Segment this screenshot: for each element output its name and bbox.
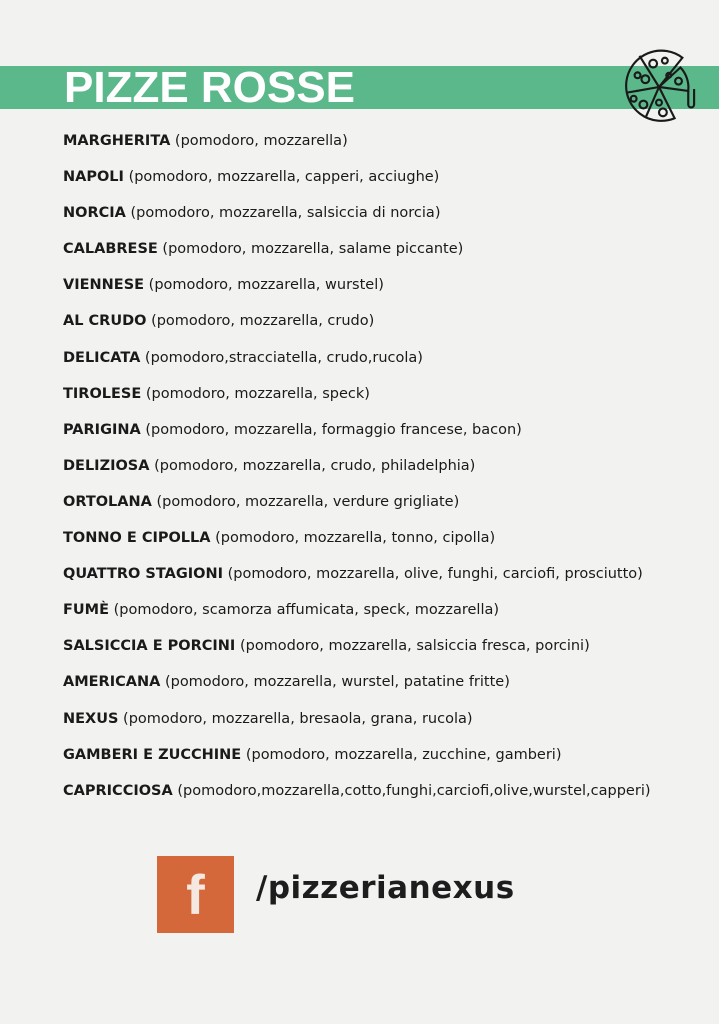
pizza-ingredients: (pomodoro,mozzarella,cotto,funghi,carciofi,olive,wurstel,capperi) [177, 782, 651, 799]
pizza-name: ORTOLANA [63, 493, 152, 510]
menu-item [63, 383, 651, 419]
menu-item [63, 635, 651, 671]
menu-item [63, 780, 651, 816]
facebook-icon[interactable] [157, 856, 234, 933]
pizza-name: NAPOLI [63, 169, 124, 186]
menu-item [63, 708, 651, 744]
pizza-name: AMERICANA [63, 674, 161, 691]
menu-item [63, 671, 651, 707]
pizza-ingredients: (pomodoro, mozzarella, salsiccia fresca, porcini) [239, 638, 590, 655]
page-title: PIZZE ROSSE [64, 63, 355, 112]
menu-item [63, 166, 651, 202]
menu-item [63, 455, 651, 491]
pizza-ingredients: (pomodoro, mozzarella, olive, funghi, carciofi, prosciutto) [227, 566, 643, 583]
menu-item [63, 238, 651, 274]
pizza-name: AL CRUDO [63, 313, 147, 330]
menu-item [63, 310, 651, 346]
pizza-ingredients: (pomodoro, mozzarella, crudo, philadelphia) [154, 457, 476, 474]
pizza-ingredients: (pomodoro, mozzarella, salsiccia di norcia) [130, 205, 441, 222]
menu-item [63, 563, 651, 599]
pizza-name: VIENNESE [63, 277, 145, 294]
pizza-ingredients: (pomodoro, mozzarella, wurstel) [148, 277, 384, 294]
pizza-name: DELICATA [63, 349, 141, 366]
pizza-ingredients: (pomodoro, mozzarella, salame piccante) [162, 241, 464, 258]
pizza-ingredients: (pomodoro, mozzarella, zucchine, gamberi) [245, 746, 562, 763]
pizza-ingredients: (pomodoro, mozzarella, bresaola, grana, rucola) [123, 710, 473, 727]
pizza-ingredients: (pomodoro, mozzarella, verdure grigliate) [156, 493, 460, 510]
pizza-name: CAPRICCIOSA [63, 782, 173, 799]
menu-item [63, 527, 651, 563]
pizza-name: DELIZIOSA [63, 457, 150, 474]
pizza-name: QUATTRO STAGIONI [63, 566, 223, 583]
pizza-ingredients: (pomodoro, mozzarella, crudo) [151, 313, 375, 330]
menu-item [63, 130, 651, 166]
pizza-ingredients: (pomodoro,stracciatella, crudo,rucola) [144, 349, 423, 366]
pizza-list [63, 130, 651, 816]
pizza-name: TONNO E CIPOLLA [63, 530, 211, 547]
facebook-letter: f [186, 863, 205, 926]
pizza-name: SALSICCIA E PORCINI [63, 638, 236, 655]
pizza-name: GAMBERI E ZUCCHINE [63, 746, 242, 763]
pizza-name: NEXUS [63, 710, 119, 727]
menu-item [63, 347, 651, 383]
menu-item [63, 202, 651, 238]
pizza-ingredients: (pomodoro, mozzarella, formaggio francese, bacon) [145, 421, 522, 438]
menu-item [63, 744, 651, 780]
pizza-ingredients: (pomodoro, mozzarella, tonno, cipolla) [215, 530, 496, 547]
pizza-ingredients: (pomodoro, mozzarella, speck) [145, 385, 370, 402]
pizza-ingredients: (pomodoro, mozzarella) [174, 133, 348, 149]
pizza-ingredients: (pomodoro, scamorza affumicata, speck, mozzarella) [113, 602, 500, 619]
pizza-name: FUMÈ [63, 602, 110, 619]
menu-item [63, 599, 651, 635]
menu-item [63, 491, 651, 527]
menu-item [63, 274, 651, 310]
pizza-name: CALABRESE [63, 241, 158, 258]
pizza-name: TIROLESE [63, 385, 142, 402]
pizza-icon [620, 48, 698, 126]
menu-item [63, 419, 651, 455]
pizza-ingredients: (pomodoro, mozzarella, capperi, acciughe) [128, 169, 440, 186]
pizza-name: PARIGINA [63, 421, 141, 438]
pizza-ingredients: (pomodoro, mozzarella, wurstel, patatine fritte) [164, 674, 510, 691]
pizza-name: NORCIA [63, 205, 126, 222]
facebook-handle[interactable]: /pizzerianexus [256, 870, 515, 906]
pizza-name: MARGHERITA [63, 133, 171, 149]
